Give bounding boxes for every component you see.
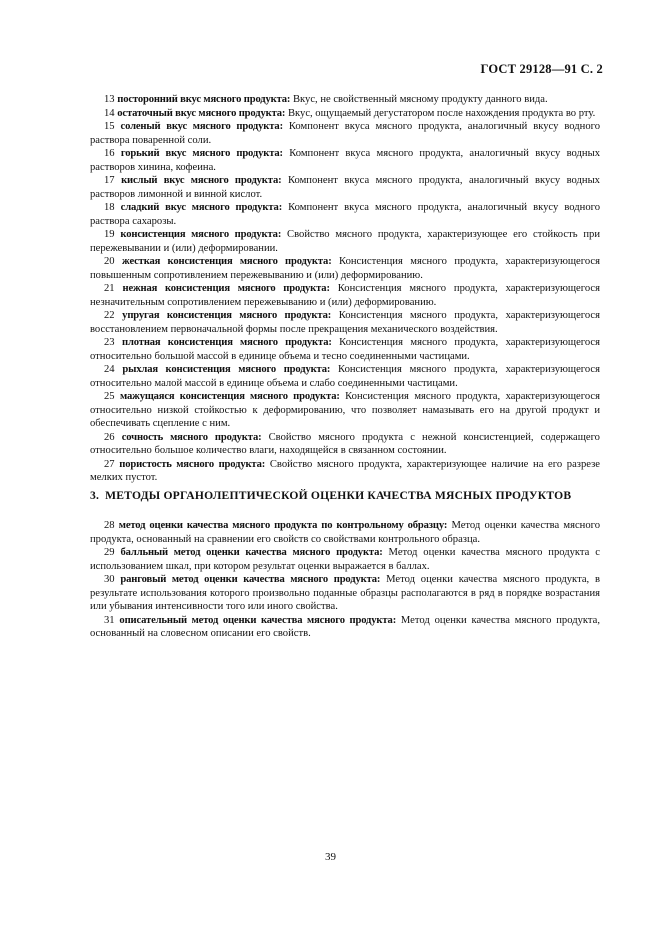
term-entry [90, 282, 600, 309]
section-title: МЕТОДЫ ОРГАНОЛЕПТИЧЕСКОЙ ОЦЕНКИ КАЧЕСТВА МЯСНЫХ ПРОДУКТОВ [105, 489, 572, 502]
term-number: 31 [104, 614, 115, 626]
term-name: описательный метод оценки качества мясного продукта: [119, 614, 397, 626]
term-number: 29 [104, 547, 115, 558]
standard-page-header: ГОСТ 29128—91 С. 2 [480, 62, 603, 76]
term-name: сочность мясного продукта: [121, 431, 262, 443]
term-definition: Вкус, ощущаемый дегустатором после нахождения продукта во рту. [287, 107, 596, 119]
terms-list-methods [90, 519, 600, 641]
term-definition: Метод оценки качества мясного продукта, в результате использования которого произвольно поданные образцы располагаются в ряд в порядке возрастания или убывания интенсивности того или иного свойства. [90, 574, 600, 612]
term-number: 27 [104, 458, 115, 470]
term-entry [90, 201, 600, 228]
term-definition: Консистенция мясного продукта, характеризующегося относительно низкой стойкостью к деформированию, что позволяет намазывать его на другой продукт и обеспечивать сцепление с ним. [90, 391, 600, 429]
term-name: горький вкус мясного продукта: [120, 148, 283, 159]
term-definition: Консистенция мясного продукта, характеризующегося восстановлением первоначальной формы после прекращения механического воздействия. [90, 310, 600, 335]
term-entry [90, 431, 600, 458]
term-definition: Компонент вкуса мясного продукта, аналогичный вкусу водных растворов хинина, кофеина. [90, 148, 600, 173]
term-definition: Свойство мясного продукта, характеризующее его стойкость при пережевывании и (или) деформировании. [90, 229, 600, 254]
term-entry [90, 363, 600, 390]
section-number: 3. [90, 489, 100, 502]
term-number: 25 [104, 391, 115, 402]
term-entry [90, 120, 600, 147]
term-entry [90, 336, 600, 363]
term-definition: Консистенция мясного продукта, характеризующегося относительно малой массой в единице объема и слабо соединенными частицами. [90, 364, 600, 389]
page-number: 39 [325, 851, 336, 863]
term-name: метод оценки качества мясного продукта по контрольному образцу: [118, 520, 448, 531]
term-entry [90, 458, 600, 485]
term-number: 18 [104, 202, 115, 213]
term-definition: Консистенция мясного продукта, характеризующегося относительно большой массой в единице объема и тесно соединенными частицами. [90, 337, 600, 362]
term-entry [90, 614, 600, 641]
term-name: мажущаяся консистенция мясного продукта: [120, 391, 340, 402]
term-name: балльный метод оценки качества мясного продукта: [120, 547, 383, 558]
term-number: 13 [104, 94, 115, 105]
term-number: 23 [104, 337, 115, 348]
term-definition: Консистенция мясного продукта, характеризующегося повышенным сопротивлением пережевыванию и (или) деформированию. [90, 256, 600, 281]
term-number: 24 [104, 364, 115, 375]
term-name: плотная консистенция мясного продукта: [122, 337, 332, 348]
term-name: рыхлая консистенция мясного продукта: [122, 364, 331, 375]
term-name: посторонний вкус мясного продукта: [117, 94, 291, 105]
term-name: пористость мясного продукта: [119, 458, 266, 470]
term-name: сладкий вкус мясного продукта: [120, 202, 283, 213]
term-entry [90, 573, 600, 614]
term-name: нежная консистенция мясного продукта: [122, 283, 330, 294]
term-definition: Свойство мясного продукта с нежной консистенцией, содержащего относительно большое количество влаги, находящейся в связанном состоянии. [90, 431, 600, 456]
term-entry [90, 147, 600, 174]
term-definition: Компонент вкуса мясного продукта, аналогичный вкусу водного раствора сахарозы. [90, 202, 600, 227]
term-entry [90, 309, 600, 336]
term-entry [90, 390, 600, 431]
term-name: остаточный вкус мясного продукта: [117, 107, 286, 119]
term-name: консистенция мясного продукта: [120, 229, 282, 240]
term-definition: Метод оценки качества мясного продукта, основанный на словесном описании его свойств. [90, 614, 601, 639]
term-number: 21 [104, 283, 115, 294]
term-number: 22 [104, 310, 115, 321]
term-number: 20 [104, 256, 115, 267]
term-entry [90, 174, 600, 201]
term-definition: Метод оценки качества мясного продукта с использованием шкал, при котором результат оценки выражается в баллах. [90, 547, 601, 572]
term-entry [90, 519, 600, 546]
term-name: жесткая консистенция мясного продукта: [122, 256, 332, 267]
term-entry [90, 255, 600, 282]
term-number: 28 [104, 520, 115, 531]
term-name: кислый вкус мясного продукта: [121, 175, 282, 186]
term-number: 14 [104, 107, 115, 119]
term-name: ранговый метод оценки качества мясного продукта: [120, 574, 381, 585]
term-definition: Консистенция мясного продукта, характеризующегося незначительным сопротивлением пережевыванию и (или) деформированию. [90, 283, 600, 308]
term-number: 16 [104, 148, 115, 159]
terms-list-taste-consistency [90, 93, 600, 485]
term-entry [90, 107, 600, 121]
term-definition: Компонент вкуса мясного продукта, аналогичный вкусу водных растворов лимонной и винной кислот. [90, 175, 600, 200]
term-name: упругая консистенция мясного продукта: [122, 310, 332, 321]
section-heading [90, 489, 600, 502]
term-number: 17 [104, 175, 115, 186]
term-entry [90, 546, 600, 573]
term-definition: Компонент вкуса мясного продукта, аналогичный вкусу водного раствора поваренной соли. [90, 121, 601, 146]
term-number: 15 [104, 121, 115, 132]
term-name: соленый вкус мясного продукта: [120, 121, 283, 132]
term-definition: Вкус, не свойственный мясному продукту данного вида. [292, 94, 548, 105]
term-number: 30 [104, 574, 115, 585]
term-number: 26 [104, 431, 115, 443]
term-entry [90, 93, 600, 107]
term-entry [90, 228, 600, 255]
term-number: 19 [104, 229, 115, 240]
term-definition: Свойство мясного продукта, характеризующее наличие на его разрезе мелких пустот. [90, 458, 600, 483]
term-definition: Метод оценки качества мясного продукта, основанный на сравнении его свойств со свойствами контрольного образца. [90, 520, 601, 545]
